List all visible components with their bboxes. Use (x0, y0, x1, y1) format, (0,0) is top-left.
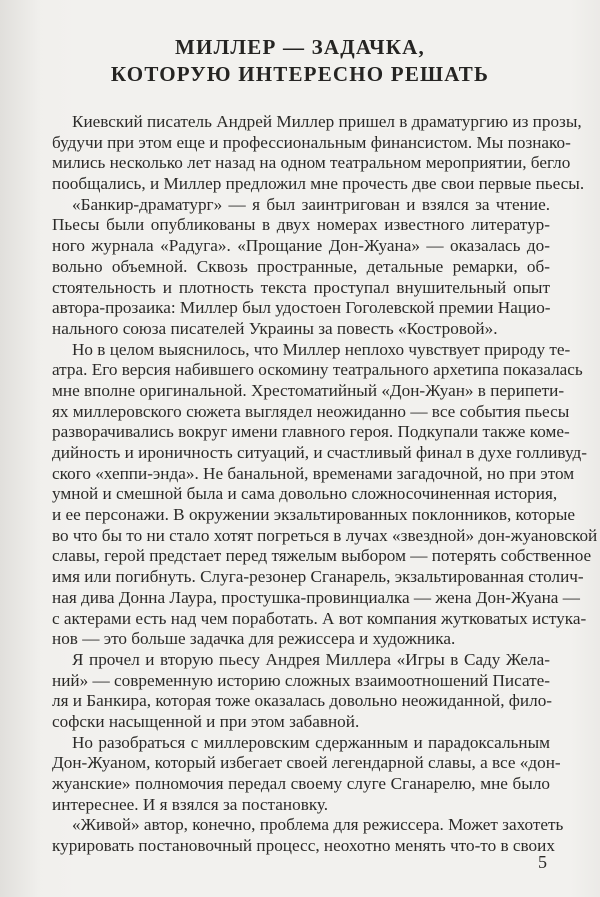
text-line: софски насыщенной и при этом забавной. (52, 711, 360, 731)
chapter-title-line-1: МИЛЛЕР — ЗАДАЧКА, (175, 35, 425, 59)
text-line: славы, герой предстает перед тяжелым выбором — потерять собственное (52, 546, 592, 566)
text-line: ная дива Донна Лаура, простушка-провинциалка — жена Дон-Жуана — (52, 587, 580, 607)
text-line: Киевский писатель Андрей Миллер пришел в драматургию из прозы, (72, 112, 582, 131)
text-line: ского «хеппи-энда». Не банальной, временами загадочной, но при этом (52, 463, 575, 483)
text-line: автора-прозаика: Миллер был удостоен Гоголевской премии Нацио- (52, 298, 551, 318)
page-number: 5 (538, 852, 547, 872)
text-line: нов — это больше задачка для режиссера и художника. (52, 629, 456, 649)
text-line: дийность и ироничность ситуаций, и счастливый финал в духе голливуд- (52, 443, 587, 462)
text-line: «Банкир-драматург» — я был заинтригован и взялся за чтение. (72, 194, 550, 214)
text-line: имя или погибнуть. Слуга-резонер Сганарель, экзальтированная столич- (52, 567, 584, 587)
text-line: будучи при этом еще и профессиональным финансистом. Мы познако- (52, 132, 571, 152)
text-line: интереснее. И я взялся за постановку. (52, 794, 329, 814)
text-line: пообщались, и Миллер предложил мне прочесть две свои первые пьесы. (52, 174, 585, 194)
text-line: ля и Банкира, которая тоже оказалась довольно неожиданной, фило- (52, 691, 553, 711)
text-line: разворачивались вокруг имени главного героя. Подкупали также коме- (52, 422, 570, 442)
text-line: Дон-Жуаном, который избегает своей легендарной славы, а все «дон- (52, 753, 561, 773)
chapter-title-line-2: КОТОРУЮ ИНТЕРЕСНО РЕШАТЬ (110, 62, 490, 86)
text-line: во что бы то ни стало хотят погреться в лучах «звездной» дон-жуановской (52, 525, 598, 545)
text-line: умной и смешной была и сама довольно сложносочиненная история, (52, 484, 558, 504)
text-line: мились несколько лет назад на одном театральном мероприятии, бегло (52, 153, 571, 173)
text-line: Пьесы были опубликованы в двух номерах известного литератур- (52, 215, 550, 235)
text-line: нального союза писателей Украины за повесть «Костровой». (52, 318, 498, 338)
text-line: Я прочел и вторую пьесу Андрея Миллера «Игры в Саду Жела- (72, 649, 550, 669)
text-line: вольно объемной. Сквозь пространные, детальные ремарки, об- (52, 256, 550, 276)
text-line: Но разобраться с миллеровским сдержанным и парадоксальным (72, 732, 550, 752)
text-line: стоятельность и плотность текста проступал внушительный опыт (52, 277, 550, 297)
text-line: мне вполне оригинальной. Хрестоматийный «Дон-Жуан» в перипети- (52, 380, 565, 400)
text-line: и ее персонажи. В окружении экзальтированных поклонников, которые (52, 505, 576, 525)
text-line: ний» — современную историю сложных взаимоотношений Писате- (52, 670, 550, 690)
text-line: курировать постановочный процесс, неохотно менять что-то в своих (52, 836, 555, 856)
chapter-title (0, 34, 600, 88)
body-text (52, 112, 598, 857)
text-line: ного журнала «Радуга». «Прощание Дон-Жуана» — оказалась до- (52, 236, 550, 256)
text-line: ях миллеровского сюжета выглядел неожиданно — все события пьесы (52, 401, 570, 421)
text-line: жуанские» полномочия передал своему слуге Сганарелю, мне было (52, 774, 550, 793)
text-line: с актерами есть над чем поработать. А вот компания жутковатых истука- (52, 608, 587, 628)
text-line: атра. Его версия набившего оскомину театрального архетипа показалась (52, 360, 583, 380)
text-line: Но в целом выяснилось, что Миллер неплохо чувствует природу те- (72, 339, 571, 359)
text-line: «Живой» автор, конечно, проблема для режиссера. Может захотеть (72, 815, 564, 835)
